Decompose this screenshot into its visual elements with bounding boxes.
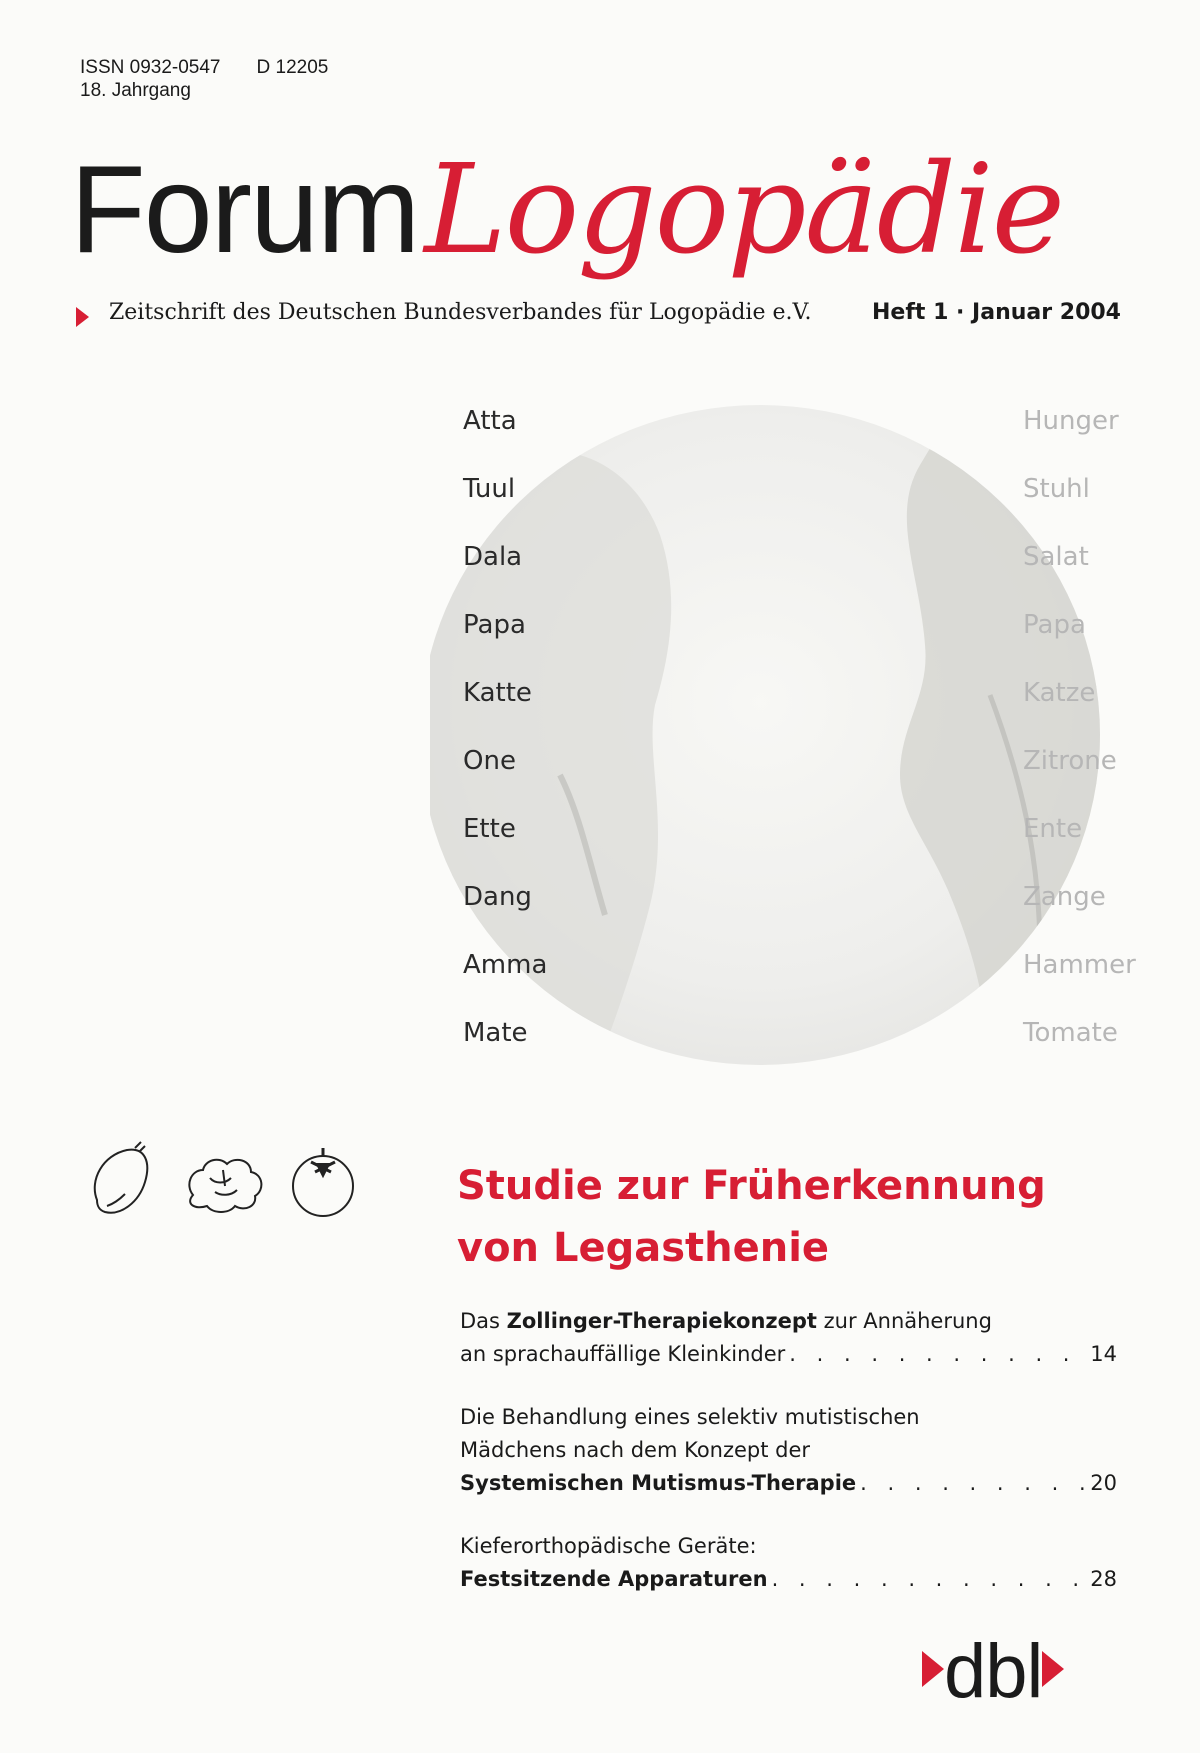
word-left: Tuul	[463, 474, 516, 504]
word-left: Katte	[463, 678, 532, 708]
headline-line1: Studie zur Früherkennung	[457, 1163, 1046, 1209]
toc-entry	[460, 1305, 1117, 1371]
word-list-left	[463, 398, 547, 1078]
toc-bold-text: Festsitzende Apparaturen	[460, 1567, 768, 1591]
word-left: Atta	[463, 406, 517, 436]
toc-entry	[460, 1401, 1117, 1500]
toc-text: zur Annäherung	[816, 1309, 992, 1333]
toc-bold-text: Zollinger-Therapiekonzept	[506, 1309, 817, 1333]
tomato-icon	[293, 1148, 353, 1216]
cover-headline	[457, 1155, 1046, 1279]
word-list-right	[1023, 398, 1136, 1078]
word-left: Ette	[463, 814, 516, 844]
issn-number: ISSN 0932-0547	[80, 57, 221, 78]
volume-label: 18. Jahrgang	[80, 80, 191, 101]
word-left: Amma	[463, 950, 548, 980]
issn-block	[80, 56, 328, 102]
masthead-title	[70, 138, 1064, 282]
word-right: Katze	[1023, 678, 1096, 708]
word-right: Hunger	[1023, 406, 1119, 436]
lettuce-icon	[189, 1160, 261, 1212]
triangle-bullet-icon	[76, 307, 89, 327]
toc-page-number: 14	[1090, 1342, 1117, 1366]
toc-text: an sprachauffällige Kleinkinder	[460, 1342, 786, 1366]
toc-entry	[460, 1530, 1117, 1596]
title-logopaedie: Logopädie	[424, 138, 1064, 282]
logo-arrow-left-icon	[922, 1651, 944, 1687]
masthead-subline	[76, 300, 1121, 336]
d-number: D 12205	[256, 57, 329, 78]
word-left: Dala	[463, 542, 523, 572]
masthead-subtitle: Zeitschrift des Deutschen Bundesverbandes für Logopädie e.V.	[109, 300, 812, 325]
headline-line2: von Legasthenie	[457, 1225, 830, 1271]
logo-arrow-right-icon	[1042, 1651, 1064, 1687]
dbl-logo	[922, 1628, 1064, 1714]
word-right: Zange	[1023, 882, 1106, 912]
dot-leader	[772, 1563, 1087, 1596]
table-of-contents	[460, 1305, 1117, 1626]
issue-label: Heft 1 · Januar 2004	[871, 300, 1121, 325]
word-left: Papa	[463, 610, 526, 640]
toc-text: Kieferorthopädische Geräte:	[460, 1534, 757, 1558]
word-right: Stuhl	[1023, 474, 1090, 504]
word-left: Mate	[463, 1018, 528, 1048]
word-right: Ente	[1023, 814, 1083, 844]
word-right: Papa	[1023, 610, 1086, 640]
dot-leader	[860, 1467, 1086, 1500]
word-left: Dang	[463, 882, 532, 912]
toc-text: Die Behandlung eines selektiv mutistischen	[460, 1405, 920, 1429]
lemon-icon	[95, 1142, 148, 1213]
word-right: Tomate	[1023, 1018, 1118, 1048]
word-right: Hammer	[1023, 950, 1136, 980]
food-illustrations	[85, 1140, 365, 1225]
title-forum: Forum	[70, 141, 419, 279]
toc-text: Das	[460, 1309, 507, 1333]
word-left: One	[463, 746, 516, 776]
logo-text: dbl	[944, 1629, 1043, 1714]
word-right: Zitrone	[1023, 746, 1117, 776]
word-right: Salat	[1023, 542, 1089, 572]
toc-text: Mädchens nach dem Konzept der	[460, 1438, 811, 1462]
toc-page-number: 28	[1090, 1567, 1117, 1591]
toc-bold-text: Systemischen Mutismus-Therapie	[460, 1471, 857, 1495]
toc-page-number: 20	[1090, 1471, 1117, 1495]
dot-leader	[789, 1338, 1086, 1371]
